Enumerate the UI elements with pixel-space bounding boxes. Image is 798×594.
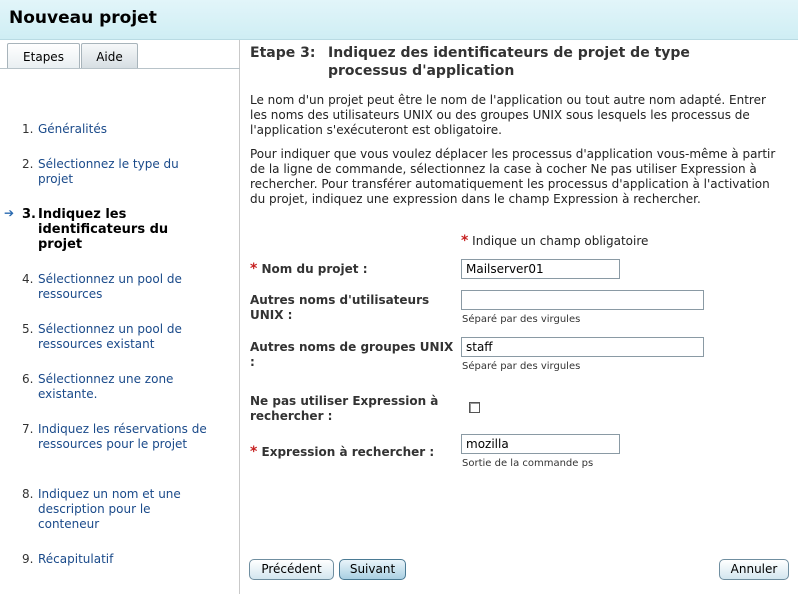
cancel-button[interactable]: Annuler <box>719 559 789 580</box>
step-title-heading: Indiquez des identificateurs de projet de type processus d'application <box>328 45 690 79</box>
intro-paragraph: Le nom d'un projet peut être le nom de l'application ou tout autre nom adapté. Entrer les noms des utilisateurs UNIX ou des groupes UNIX sous lesquels les processus de l'application s'exécuteront est obligatoire. <box>250 93 766 137</box>
unix-groups-input[interactable] <box>461 337 704 357</box>
tab-divider <box>0 68 240 69</box>
no-match-label: Ne pas utiliser Expression à rechercher : <box>250 394 439 423</box>
match-expr-input[interactable] <box>461 434 620 454</box>
match-expr-label <box>250 445 455 460</box>
step-label: Indiquez un nom et une description pour le conteneur <box>38 487 181 531</box>
project-name-label-text: Nom du projet : <box>261 262 368 276</box>
step-label: Généralités <box>38 122 107 136</box>
title-bar <box>0 0 798 40</box>
unix-groups-label: Autres noms de groupes UNIX : <box>250 340 454 369</box>
step-number: 9. <box>22 552 34 566</box>
previous-button[interactable]: Précédent <box>249 559 334 580</box>
step-label: Indiquez les réservations de ressources pour le projet <box>38 422 207 451</box>
steps-pane <box>0 40 240 594</box>
required-note <box>461 233 648 249</box>
window-title: Nouveau projet <box>9 8 157 28</box>
unix-users-hint: Séparé par des virgules <box>462 314 581 325</box>
tab-etapes[interactable]: Etapes <box>7 43 80 69</box>
unix-users-input[interactable] <box>461 290 704 310</box>
project-name-input[interactable] <box>461 259 620 279</box>
step-label: Sélectionnez une zone existante. <box>38 372 174 401</box>
required-star: * <box>250 444 258 460</box>
step-number: 4. <box>22 272 34 286</box>
required-star: * <box>461 233 469 249</box>
step-number: 6. <box>22 372 34 386</box>
step-label: Sélectionnez un pool de ressources <box>38 272 182 301</box>
step-label-heading: Etape 3: <box>250 45 316 61</box>
no-match-checkbox[interactable] <box>469 402 480 413</box>
step-number: 1. <box>22 122 34 136</box>
step-number: 8. <box>22 487 34 501</box>
current-step-arrow-icon: ➔ <box>4 206 15 220</box>
tab-aide[interactable]: Aide <box>81 43 138 69</box>
step-number: 7. <box>22 422 34 436</box>
unix-groups-hint: Séparé par des virgules <box>462 361 581 372</box>
instructions-paragraph: Pour indiquer que vous voulez déplacer les processus d'application vous-même à partir de la ligne de commande, sélectionnez la case à cocher Ne pas utiliser Expression à rechercher. Pour transférer automatiquement les processus d'application à l'activation du projet, indiquez une expression dans le champ Expression à rechercher. <box>250 147 776 206</box>
step-number: 3. <box>22 207 36 222</box>
step-label: Sélectionnez le type du projet <box>38 157 179 186</box>
project-name-label <box>250 262 455 277</box>
next-button[interactable]: Suivant <box>339 559 406 580</box>
step-number: 5. <box>22 322 34 336</box>
required-star: * <box>250 261 258 277</box>
step-label: Sélectionnez un pool de ressources existant <box>38 322 182 351</box>
step-label: Récapitulatif <box>38 552 114 566</box>
unix-users-label: Autres noms d'utilisateurs UNIX : <box>250 293 430 322</box>
match-expr-label-text: Expression à rechercher : <box>261 445 435 459</box>
required-note-text: Indique un champ obligatoire <box>472 234 649 248</box>
step-label: Indiquez les identificateurs du projet <box>38 207 169 252</box>
match-expr-hint: Sortie de la commande ps <box>462 458 594 469</box>
step-number: 2. <box>22 157 34 171</box>
